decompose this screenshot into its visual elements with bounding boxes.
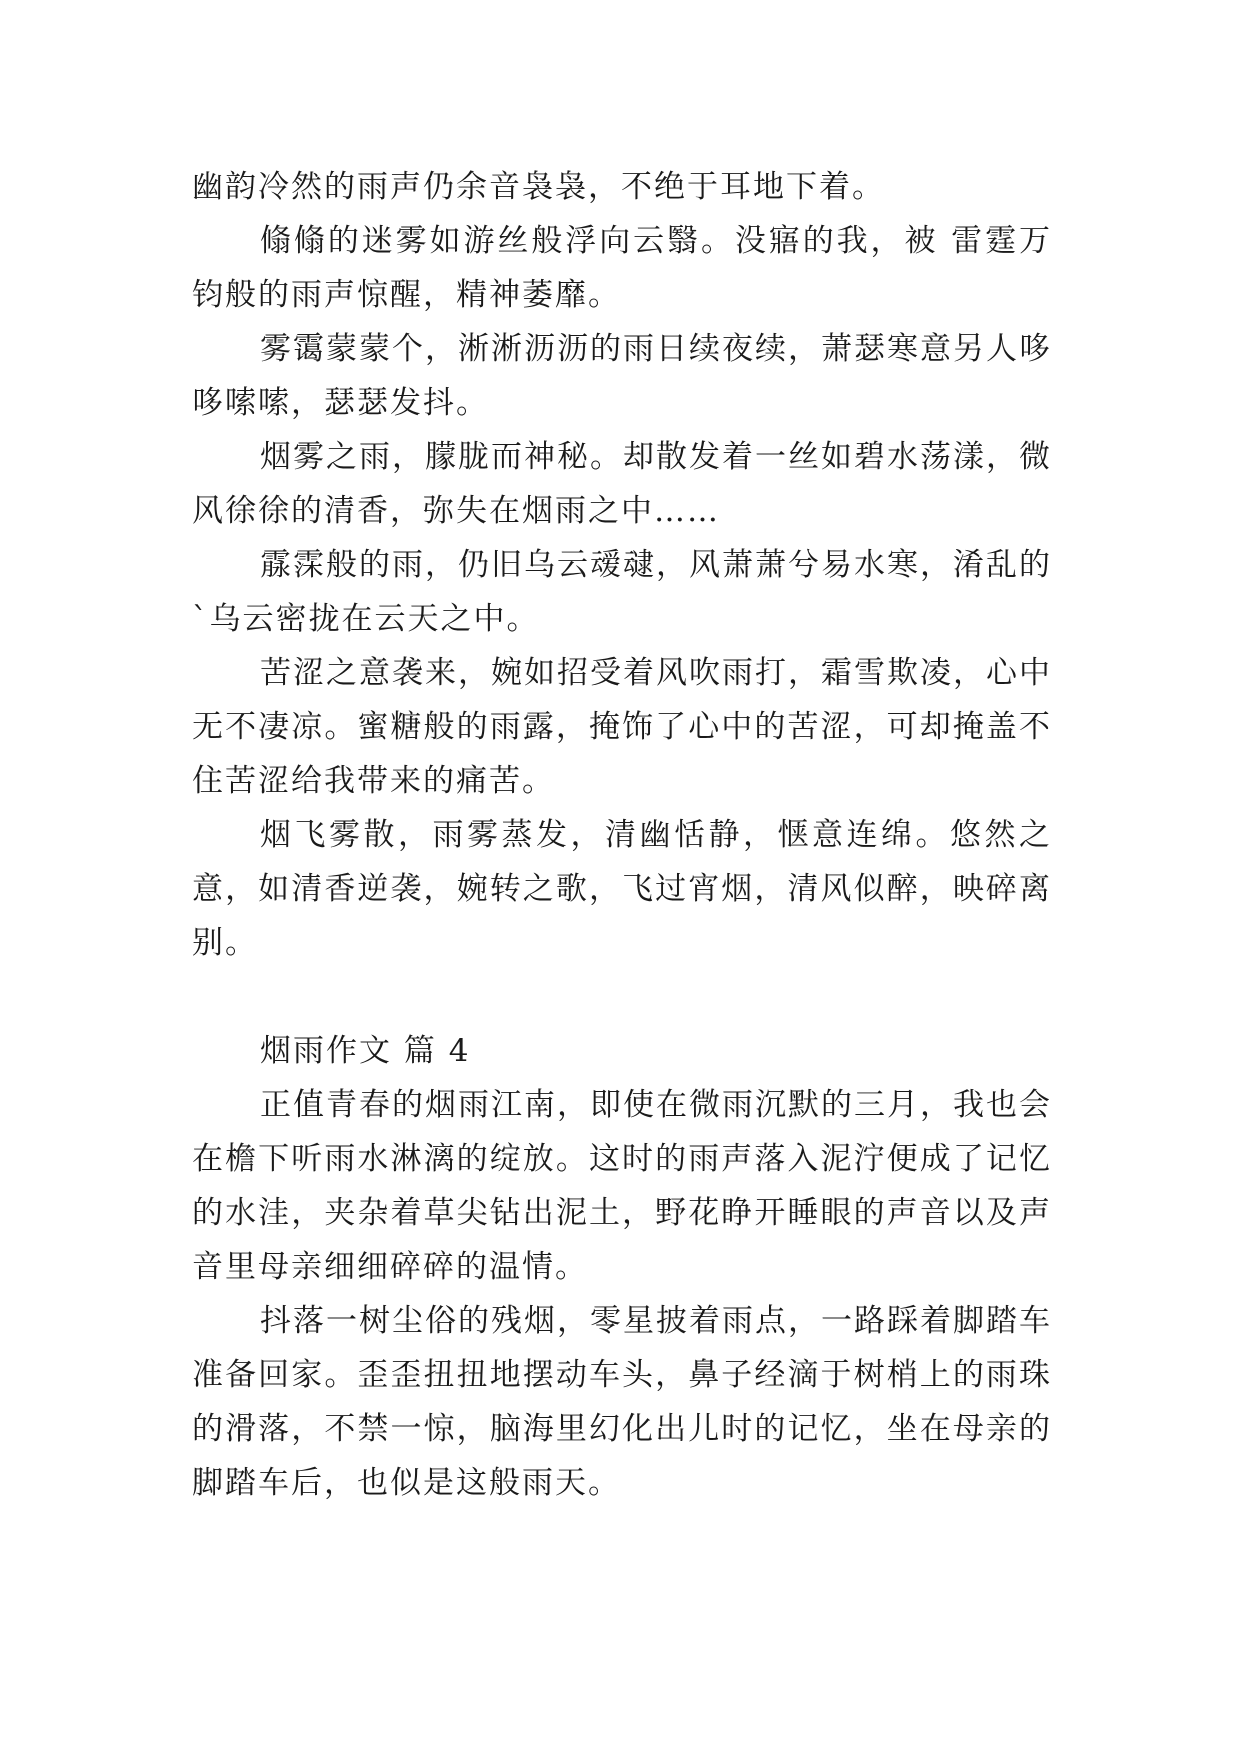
section-heading: 烟雨作文 篇 4: [260, 1033, 471, 1069]
paragraph: 幽韵冷然的雨声仍余音袅袅，不绝于耳地下着。: [192, 169, 885, 205]
paragraph: 雾霭蒙蒙个，淅淅沥沥的雨日续夜续，萧瑟寒意另人哆哆嗦嗦，瑟瑟发抖。: [192, 331, 1052, 421]
document-body: [192, 160, 1052, 1510]
paragraph: 烟飞雾散，雨雾蒸发，清幽恬静，惬意连绵。悠然之意，如清香逆袭，婉转之歌，飞过宵烟，清风似醉，映碎离别。: [192, 817, 1052, 961]
paragraph: 抖落一树尘俗的残烟，零星披着雨点，一路踩着脚踏车准备回家。歪歪扭扭地摆动车头，鼻子经滴于树梢上的雨珠的滑落，不禁一惊，脑海里幻化出儿时的记忆，坐在母亲的脚踏车后，也似是这般雨天。: [192, 1303, 1052, 1501]
paragraph: 烟雾之雨，朦胧而神秘。却散发着一丝如碧水荡漾，微风徐徐的清香，弥失在烟雨之中……: [192, 439, 1052, 529]
paragraph: 霡霂般的雨，仍旧乌云叆叇，风萧萧兮易水寒，淆乱的`乌云密拢在云天之中。: [192, 547, 1052, 637]
paragraph: 苦涩之意袭来，婉如招受着风吹雨打，霜雪欺凌，心中无不凄凉。蜜糖般的雨露，掩饰了心中的苦涩，可却掩盖不住苦涩给我带来的痛苦。: [192, 655, 1052, 799]
paragraph: 翛翛的迷雾如游丝般浮向云翳。没寤的我，被 雷霆万钧般的雨声惊醒，精神萎靡。: [192, 223, 1052, 313]
paragraph: 正值青春的烟雨江南，即使在微雨沉默的三月，我也会在檐下听雨水淋漓的绽放。这时的雨声落入泥泞便成了记忆的水洼，夹杂着草尖钻出泥土，野花睁开睡眼的声音以及声音里母亲细细碎碎的温情。: [192, 1087, 1052, 1285]
